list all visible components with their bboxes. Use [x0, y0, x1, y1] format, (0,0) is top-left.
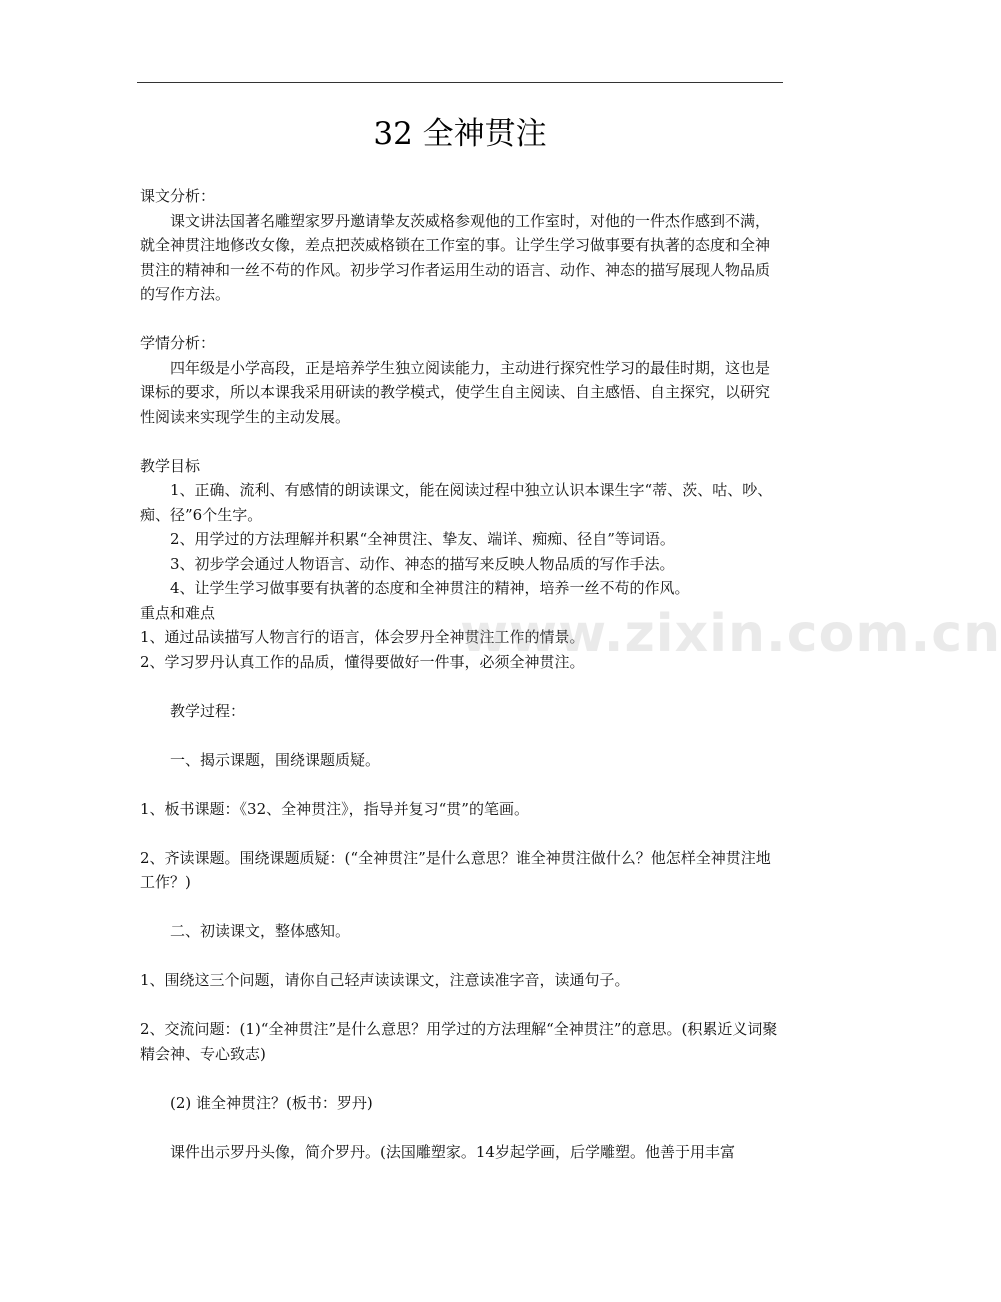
- analysis-paragraph: 课文讲法国著名雕塑家罗丹邀请挚友茨威格参观他的工作室时，对他的一件杰作感到不满，就全神贯注地修改女像，差点把茨威格锁在工作室的事。让学生学习做事要有执著的态度和全神贯注的精神和一丝不苟的作风。初步学习作者运用生动的语言、动作、神态的描写展现人物品质的写作方法。: [140, 211, 771, 303]
- watermark: www.zixin.com.cn: [460, 604, 1001, 664]
- key-point: 1、通过品读描写人物言行的语言，体会罗丹全神贯注工作的情景。: [140, 628, 585, 646]
- page-title: 32 全神贯注: [373, 116, 547, 152]
- step2-item: 2、交流问题：(1)“全神贯注”是什么意思？用学过的方法理解“全神贯注”的意思。(积累近义词聚精会神、专心致志): [140, 1020, 778, 1063]
- process-heading: 教学过程：: [170, 701, 246, 720]
- student-heading: 学情分析：: [140, 334, 216, 352]
- step1-item: 1、板书课题：《32、全神贯注》，指导并复习“贯”的笔画。: [140, 799, 529, 818]
- step2-paragraph: 课件出示罗丹头像，简介罗丹。(法国雕塑家。14岁起学画，后学雕塑。他善于用丰富: [170, 1142, 735, 1161]
- document-body: [140, 184, 782, 1164]
- step2-subitem: (2) 谁全神贯注？(板书：罗丹): [170, 1093, 373, 1112]
- goals-heading: 教学目标: [140, 456, 201, 475]
- step1-item: 2、齐读课题。围绕课题质疑：(“全神贯注”是什么意思？谁全神贯注做什么？他怎样全神贯注地工作？): [140, 848, 771, 891]
- analysis-heading: 课文分析：: [140, 187, 216, 205]
- goal-item: 3、初步学会通过人物语言、动作、神态的描写来反映人物品质的写作手法。: [170, 554, 675, 573]
- key-heading: 重点和难点: [140, 603, 216, 622]
- goal-item: 1、正确、流利、有感情的朗读课文，能在阅读过程中独立认识本课生字“蒂、茨、咕、吵、痴、径”6个生字。: [140, 481, 773, 524]
- key-point: 2、学习罗丹认真工作的品质，懂得要做好一件事，必须全神贯注。: [140, 652, 585, 671]
- header-rule: [137, 82, 783, 83]
- step2-item: 1、围绕这三个问题，请你自己轻声读读课文，注意读准字音，读通句子。: [140, 971, 630, 989]
- goal-item: 2、用学过的方法理解并积累“全神贯注、挚友、端详、痴痴、径自”等词语。: [170, 530, 675, 548]
- student-paragraph: 四年级是小学高段，正是培养学生独立阅读能力，主动进行探究性学习的最佳时期，这也是课标的要求，所以本课我采用研读的教学模式，使学生自主阅读、自主感悟、自主探究，以研究性阅读来实现学生的主动发展。: [140, 358, 771, 426]
- goal-item: 4、让学生学习做事要有执著的态度和全神贯注的精神，培养一丝不苟的作风。: [170, 579, 690, 597]
- step1-heading: 一、揭示课题，围绕课题质疑。: [170, 750, 381, 769]
- step2-heading: 二、初读课文，整体感知。: [170, 922, 351, 940]
